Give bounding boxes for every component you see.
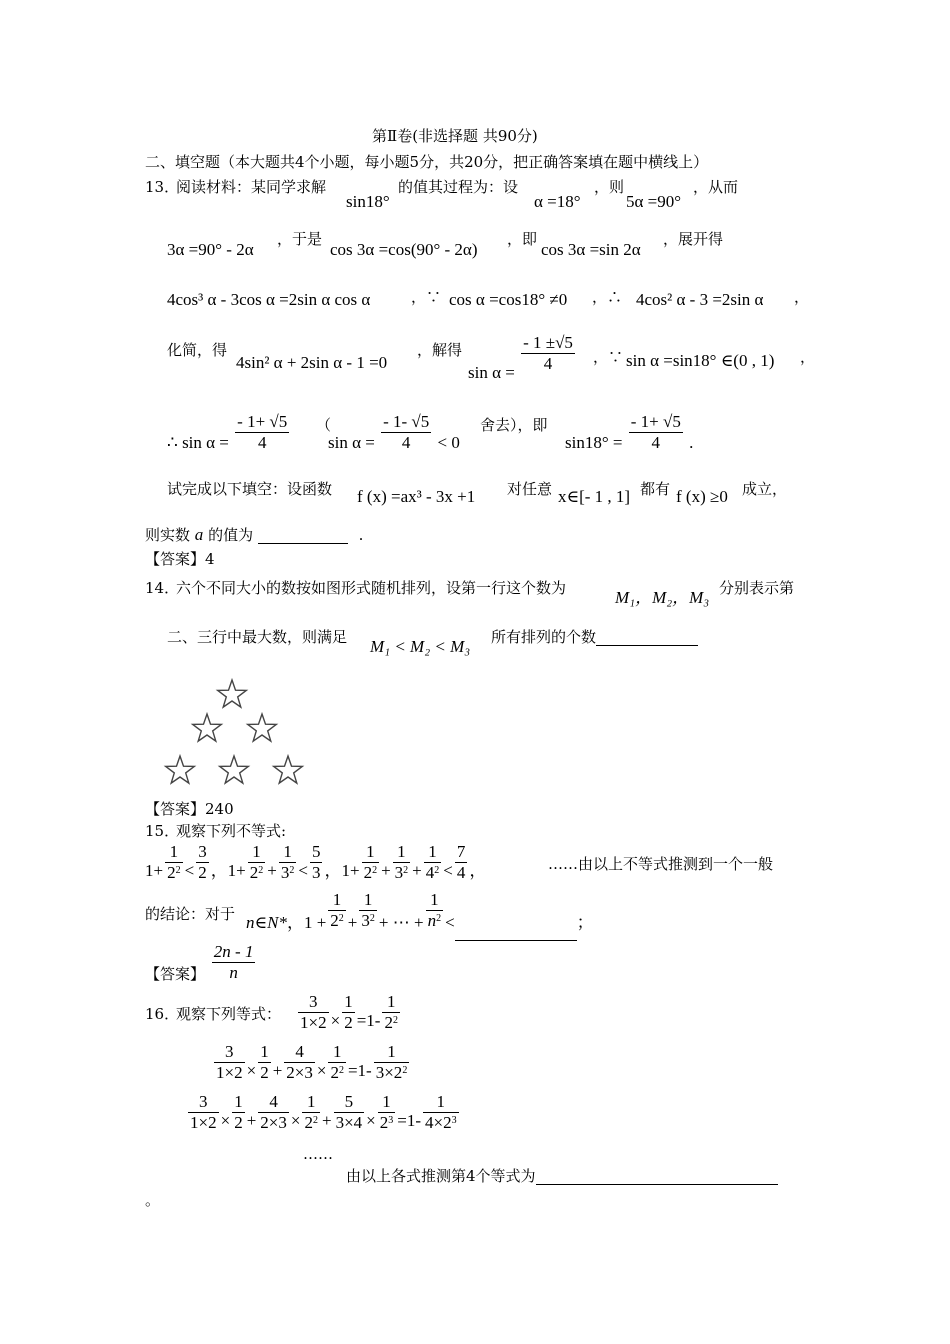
q13-answer-value: 4 [205,550,215,568]
q13-paren-open: （ [316,416,332,434]
q14-text-b: 分别表示第 [719,579,795,597]
q13-fraction-4-num: - 1+ √5 [630,412,681,431]
q13-task-e: 都有 [640,480,671,498]
q13-fraction-3 [381,412,431,453]
q13-expand: ，展开得 [663,230,724,248]
q14-text-c: 二、三行中最大数，则满足 [167,628,348,646]
q13-period: . [689,433,694,453]
q15-answer-blank[interactable] [455,924,577,941]
q15-inequalities: 1+ $\frac{1}{2^2}$ < $\frac{3}{2}$ ，1+ $\frac{1}{2^2}$ + $\frac{1}{3^2}$ < $\frac{5}{3}$ ，1+ $\frac{1}{2^2}$ + $\frac{1}{3^2}$ + $\frac{1}{4^2}$ < $\frac{7}{4}$ ， [145,842,487,882]
q14-ineq: M₁ < M₂ < M₃ [370,637,471,656]
q13-comma4: ， [800,348,816,366]
q13-final [565,412,693,453]
q13-because: ，∵ [411,288,442,306]
q13-mid1: 的值其过程为：设 [398,178,519,196]
star-icon [274,756,303,783]
q16-answer-blank[interactable] [536,1168,778,1185]
q13-therefore: ，∴ [592,288,623,306]
q15-n-in-N: n∈N* [246,913,287,933]
star-icon [193,714,222,741]
q15-less: < [445,913,455,933]
q13-eq-expanded: 4cos³ α - 3cos α =2sin α cos α [167,290,371,309]
q16-text-b [346,1167,778,1185]
star-icon [166,756,195,783]
q13-result-lhs: ∴ sin α = [167,433,229,453]
q14-text-d-label: 所有排列的个数 [491,628,597,646]
q15-semicolon: ； [576,913,594,933]
q15-answer [145,942,257,983]
q13-task-c: 对任意 [507,480,553,498]
q13-sinalpha-lhs: sin α = [468,363,515,383]
q13-number: 13． [145,178,180,196]
q13-intro: 阅读材料：某同学求解 [176,178,327,196]
q13-eq-4cos2: 4cos² α - 3 =2sin α [636,290,764,309]
q13-comma3: ， [794,288,810,306]
q15-answer-label: 【答案】 [145,964,206,983]
q15-text-a: 观察下列不等式: [176,822,287,840]
q13-task2 [145,526,363,544]
q13-alpha18: α =18° [534,192,581,211]
q14-number: 14． [145,579,180,597]
q16-number: 16． [145,1005,180,1023]
q14-answer-label: 【答案】 [145,800,206,818]
q13-simplify: 化简，得 [167,341,228,359]
q15-conclusion: n∈N*，1 + $\frac{1}{2^2}$ + $\frac{1}{3^2}$ + ⋯ + $\frac{1}{n^2}$ < ； [246,890,594,931]
q15-number: 15． [145,822,180,840]
q13-fraction-2-den: 4 [257,433,267,452]
q13-yushi: ，于是 [277,230,323,248]
star-triangle-figure [160,676,340,786]
q13-then: ，则 [594,178,625,196]
q13-answer [145,550,215,568]
q13-task-g: 成立， [742,480,788,498]
star-icon [218,680,247,707]
q13-eq-cos3a-sin2a: cos 3α =sin 2α [541,240,641,259]
q13-eq-cos3a: cos 3α =cos(90° - 2α) [330,240,478,259]
q16-equation-3: $\frac{3}{1\times 2}$ × $\frac{1}{2}$ + $\frac{4}{2\times 3}$ × $\frac{1}{2^2}$ + $\frac{5}{3\times 4}$ × $\frac{1}{2^3}$ =1- $\frac{1}{4\times 2^3}$ [190,1092,457,1132]
q15-ellipsis-plus: + ⋯ + [378,913,424,933]
q14-text-d [491,628,698,646]
q16-equation-1: $\frac{3}{1\times 2}$ × $\frac{1}{2}$ =1- $\frac{1}{2^2}$ [300,992,398,1032]
q15-comma: ， [286,913,304,933]
q14-answer-blank[interactable] [596,629,698,646]
q13-fraction-2 [235,412,289,453]
q13-discard: 舍去），即 [480,416,548,434]
q13-fraction-2-num: - 1+ √5 [237,412,288,431]
q14-answer-value: 240 [205,800,234,818]
q16-text-a: 观察下列等式： [176,1005,282,1023]
section-title: 第Ⅱ卷(非选择题 共90分) [372,127,538,145]
q13-fraction-1-den: 4 [543,354,553,373]
q14-text-a: 六个不同大小的数按如图形式随机排列，设第一行这个数为 [176,579,567,597]
q15-one-plus: 1 + [303,913,327,933]
q13-task-func: f (x) =ax³ - 3x +1 [357,487,476,506]
q16-dots: …… [303,1145,333,1163]
q13-var-a: a [194,525,204,544]
q15-answer-num: 2n - 1 [213,942,254,961]
q13-task-interval: x∈[- 1 , 1] [558,487,631,506]
q13-fraction-1 [521,333,575,374]
q13-final-lhs: sin18° = [565,433,623,453]
q13-eq-3alpha: 3α =90° - 2α [167,240,254,259]
q13-eq-sin18-range: sin α =sin18° ∈(0 , 1) [626,351,775,370]
q14-answer [145,800,234,818]
q13-task2-c: 的值为 [208,526,254,544]
q15-conclusion-a: 的结论：对于 [145,905,236,923]
q13-sinalpha-eq [468,333,577,383]
q13-fraction-1-num: - 1 ±√5 [523,333,573,352]
q13-eq-4sin2: 4sin² α + 2sin α - 1 =0 [236,353,388,372]
star-icon [248,714,277,741]
fill-in-heading: 二、填空题（本大题共4个小题，每小题5分，共20分，把正确答案填在题中横线上） [145,153,709,171]
q13-five-alpha: 5α =90° [626,192,682,211]
q13-result [167,412,291,453]
q13-task2-d: . [358,526,364,544]
q14-m-list: M₁，M₂，M₃ [615,588,710,607]
q13-fraction-3-den: 4 [401,433,411,452]
q13-answer-label: 【答案】 [145,550,206,568]
q13-because2: ，∵ [593,348,624,366]
q15-answer-fraction [212,942,256,983]
q15-answer-den: n [229,963,238,982]
q13-task-cond: f (x) ≥0 [676,487,728,506]
q13-fraction-4 [629,412,683,453]
q13-ji: ，即 [507,230,538,248]
q13-eq-cosalpha: cos α =cos18° ≠0 [449,290,568,309]
q13-answer-blank[interactable] [258,527,348,544]
q13-rejected-lhs: sin α = [328,433,375,453]
star-icon [220,756,249,783]
q13-fraction-3-num: - 1- √5 [383,412,430,431]
q16-text-b-label: 由以上各式推测第4个等式为 [346,1167,536,1185]
q13-task2-a: 则实数 [145,526,191,544]
q13-sin18: sin18° [346,192,390,211]
q15-tail: ……由以上不等式推测到一个一般 [548,855,774,873]
q16-equation-2: $\frac{3}{1\times 2}$ × $\frac{1}{2}$ + $\frac{4}{2\times 3}$ × $\frac{1}{2^2}$ =1- $\frac{1}{3\times 2^2}$ [216,1042,408,1082]
q13-rejected [328,412,460,453]
q13-less-zero: < 0 [437,433,460,453]
q13-solve: ，解得 [417,341,463,359]
q13-so: ，从而 [693,178,739,196]
q13-fraction-4-den: 4 [651,433,661,452]
q16-end: 。 [145,1191,161,1209]
q13-task-a: 试完成以下填空：设函数 [167,480,333,498]
